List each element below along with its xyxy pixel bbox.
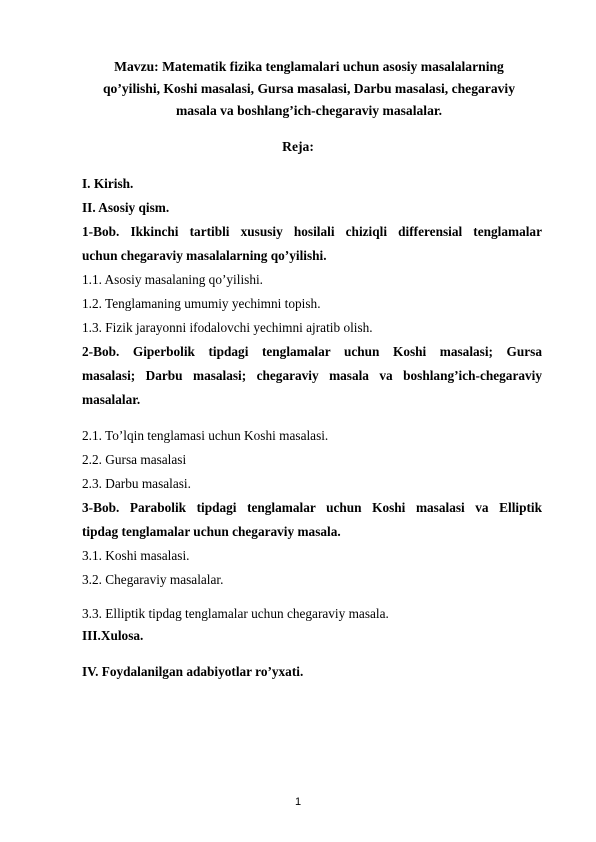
page-number: 1 xyxy=(294,796,302,808)
chapter-1-title-line-1: 1-Bob. Ikkinchi tartibli xususiy hosilali chiziqli differensial tenglamalar xyxy=(82,224,542,239)
section-2-3: 2.3. Darbu masalasi. xyxy=(82,476,191,491)
plan-heading: Reja: xyxy=(282,139,314,154)
section-3-1: 3.1. Koshi masalasi. xyxy=(82,548,190,563)
chapter-2-title-line-2: masalasi; Darbu masalasi; chegaraviy masala va boshlang’ich-chegaraviy xyxy=(82,368,542,383)
section-1-2: 1.2. Tenglamaning umumiy yechimni topish. xyxy=(82,296,321,311)
outline-references: IV. Foydalanilgan adabiyotlar ro’yxati. xyxy=(82,664,304,679)
document-title-line-3: masala va boshlang’ich-chegaraviy masalalar. xyxy=(175,103,443,118)
chapter-2-title-line-3: masalalar. xyxy=(82,392,141,407)
section-3-2: 3.2. Chegaraviy masalalar. xyxy=(82,572,224,587)
chapter-3-title-line-2: tipdag tenglamalar uchun chegaraviy masala. xyxy=(82,524,341,539)
chapter-2-title-line-1: 2-Bob. Giperbolik tipdagi tenglamalar uchun Koshi masalasi; Gursa xyxy=(82,344,542,359)
section-2-2: 2.2. Gursa masalasi xyxy=(82,452,187,467)
document-title-line-2: qo’yilishi, Koshi masalasi, Gursa masalasi, Darbu masalasi, chegaraviy xyxy=(102,81,515,96)
chapter-1-title-line-2: uchun chegaraviy masalalarning qo’yilishi. xyxy=(82,248,327,263)
outline-main-part: II. Asosiy qism. xyxy=(82,200,170,215)
outline-conclusion: III.Xulosa. xyxy=(82,628,144,643)
section-1-1: 1.1. Asosiy masalaning qo’yilishi. xyxy=(82,272,263,287)
section-2-1: 2.1. To’lqin tenglamasi uchun Koshi masalasi. xyxy=(82,428,329,443)
section-3-3: 3.3. Elliptik tipdag tenglamalar uchun chegaraviy masala. xyxy=(82,606,389,621)
section-1-3: 1.3. Fizik jarayonni ifodalovchi yechimni ajratib olish. xyxy=(82,320,373,335)
document-title-line-1: Mavzu: Matematik fizika tenglamalari uchun asosiy masalalarning xyxy=(114,59,504,74)
outline-intro: I. Kirish. xyxy=(82,176,134,191)
chapter-3-title-line-1: 3-Bob. Parabolik tipdagi tenglamalar uchun Koshi masalasi va Elliptik xyxy=(82,500,542,515)
